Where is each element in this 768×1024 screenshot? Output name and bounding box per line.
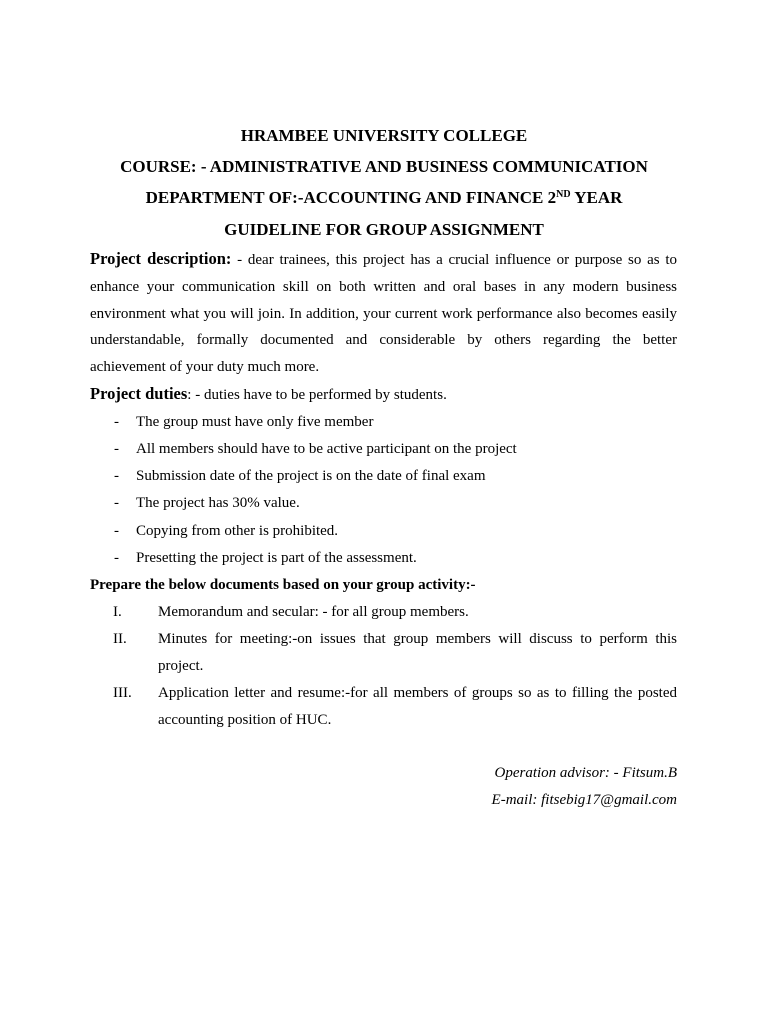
project-duties-text: : - duties have to be performed by students. bbox=[187, 387, 447, 403]
project-duties-label: Project duties bbox=[90, 384, 188, 403]
roman-numeral: II. bbox=[113, 631, 127, 647]
project-description bbox=[90, 246, 677, 381]
operation-advisor: Operation advisor: - Fitsum.B bbox=[494, 765, 677, 781]
roman-numeral: I. bbox=[113, 604, 122, 620]
dash-bullet: - bbox=[114, 550, 119, 566]
dash-bullet: - bbox=[114, 414, 119, 430]
duty-text: Submission date of the project is on the date of final exam bbox=[136, 468, 486, 484]
document-text: Application letter and resume:-for all members of groups so as to filling the posted accounting position of HUC. bbox=[158, 685, 677, 728]
duty-text: All members should have to be active participant on the project bbox=[136, 441, 517, 457]
department-prefix: DEPARTMENT OF:-ACCOUNTING AND FINANCE 2 bbox=[145, 188, 557, 207]
department-superscript: ND bbox=[556, 189, 571, 200]
department-suffix: YEAR bbox=[570, 188, 623, 207]
duty-text: Presetting the project is part of the assessment. bbox=[136, 550, 417, 566]
dash-bullet: - bbox=[114, 441, 119, 457]
dash-bullet: - bbox=[114, 468, 119, 484]
project-duties bbox=[90, 381, 677, 408]
duty-text: The project has 30% value. bbox=[136, 495, 300, 511]
dash-bullet: - bbox=[114, 495, 119, 511]
guideline-title: GUIDELINE FOR GROUP ASSIGNMENT bbox=[224, 220, 544, 239]
advisor-email: E-mail: fitsebig17@gmail.com bbox=[491, 792, 677, 808]
dash-bullet: - bbox=[114, 523, 119, 539]
course-title: COURSE: - ADMINISTRATIVE AND BUSINESS COMMUNICATION bbox=[120, 157, 648, 176]
project-description-text: - dear trainees, this project has a crucial influence or purpose so as to enhance your communication skill on both written and oral bases in any modern business environment what you will join. In addition, your current work performance also becomes easily understandable, formally documented and considerable by others regarding the better achievement of your duty much more. bbox=[90, 252, 677, 376]
document-text: Minutes for meeting:-on issues that group members will discuss to perform this project. bbox=[158, 631, 677, 674]
duty-text: The group must have only five member bbox=[136, 414, 374, 430]
institution-title: HRAMBEE UNIVERSITY COLLEGE bbox=[240, 126, 528, 145]
documents-title: Prepare the below documents based on your group activity:- bbox=[90, 577, 476, 593]
duty-text: Copying from other is prohibited. bbox=[136, 523, 339, 539]
project-description-label: Project description: bbox=[90, 249, 232, 268]
department-title bbox=[0, 187, 768, 209]
document-text: Memorandum and secular: - for all group members. bbox=[158, 604, 469, 620]
roman-numeral: III. bbox=[113, 685, 132, 701]
